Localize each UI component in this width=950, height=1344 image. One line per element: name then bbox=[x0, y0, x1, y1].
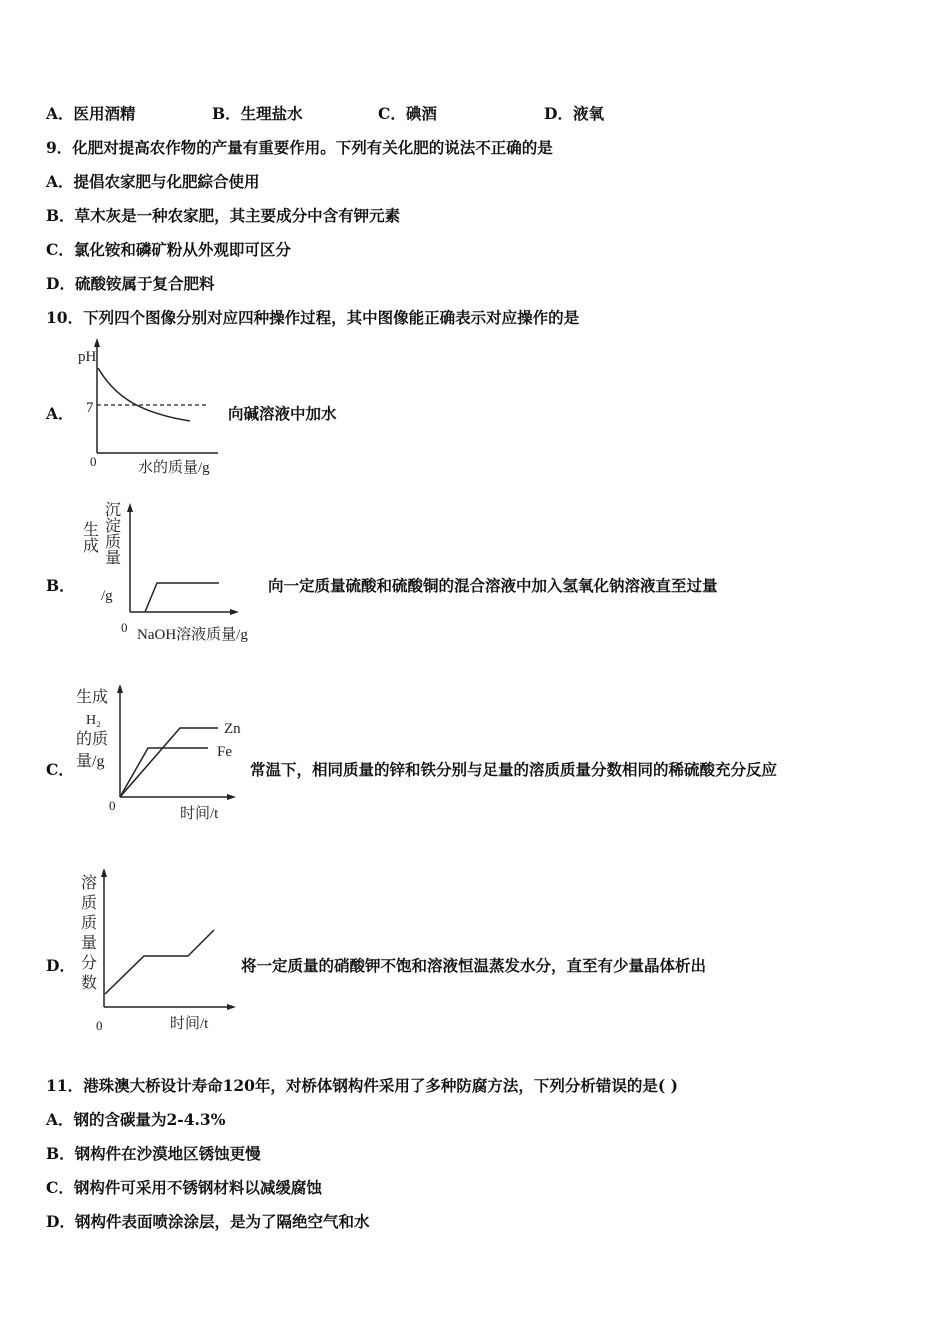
graph-b-y-label-col1: 生成 bbox=[80, 521, 98, 553]
graph-b-curve bbox=[145, 583, 219, 612]
graph-c-series-zn: Zn bbox=[224, 721, 241, 737]
q11-option-c: C．钢构件可采用不锈钢材料以减缓腐蚀 bbox=[46, 1178, 322, 1197]
q10-graph-b-description: 向一定质量硫酸和硫酸铜的混合溶液中加入氢氧化钠溶液直至过量 bbox=[268, 576, 718, 595]
q10-stem: 10．下列四个图像分别对应四种操作过程，其中图像能正确表示对应操作的是 bbox=[46, 308, 580, 327]
q9-option-c: C．氯化铵和磷矿粉从外观即可区分 bbox=[46, 240, 291, 259]
graph-d-y-label: 溶质质量分数 bbox=[78, 874, 96, 994]
graph-d-x-label: 时间/t bbox=[170, 1016, 209, 1032]
graph-c-series-fe: Fe bbox=[217, 744, 232, 760]
graph-c-fe-line bbox=[120, 748, 208, 797]
graph-c-x-arrow bbox=[227, 794, 236, 800]
graph-a-y-label: pH bbox=[78, 349, 97, 365]
q9-option-d: D．硫酸铵属于复合肥料 bbox=[46, 274, 215, 293]
graph-d-y-arrow bbox=[101, 868, 107, 877]
graph-a-y-mark: 7 bbox=[86, 400, 94, 416]
q11-option-a: A．钢的含碳量为2-4.3% bbox=[46, 1110, 226, 1129]
q10-graph-c bbox=[72, 680, 252, 825]
q11-option-b: B．钢构件在沙漠地区锈蚀更慢 bbox=[46, 1144, 261, 1163]
q10-graph-b bbox=[75, 497, 275, 647]
graph-b-y-arrow bbox=[127, 503, 133, 512]
q10-graph-c-description: 常温下，相同质量的锌和铁分别与足量的溶质质量分数相同的稀硫酸充分反应 bbox=[250, 760, 778, 779]
q11-stem: 11．港珠澳大桥设计寿命120年，对桥体钢构件采用了多种防腐方法，下列分析错误的是( ) bbox=[46, 1076, 678, 1095]
q9-option-b: B．草木灰是一种农家肥，其主要成分中含有钾元素 bbox=[46, 206, 401, 225]
graph-d-curve bbox=[105, 930, 214, 994]
graph-b-x-arrow bbox=[230, 609, 239, 615]
q8-option-b: B．生理盐水 bbox=[212, 104, 303, 123]
q10-graph-c-letter: C． bbox=[46, 760, 74, 779]
q9-stem: 9．化肥对提高农作物的产量有重要作用。下列有关化肥的说法不正确的是 bbox=[46, 138, 553, 157]
graph-c-y-label-2: H₂ bbox=[86, 713, 101, 728]
graph-a-x-label: 水的质量/g bbox=[138, 460, 210, 476]
graph-b-x-label: NaOH溶液质量/g bbox=[137, 627, 248, 643]
graph-c-y-label-4: 量/g bbox=[76, 753, 105, 770]
q8-option-d: D．液氧 bbox=[544, 104, 604, 123]
graph-c-x-label: 时间/t bbox=[180, 806, 219, 822]
q10-graph-b-letter: B． bbox=[46, 576, 75, 595]
q8-option-c: C．碘酒 bbox=[378, 104, 437, 123]
graph-b-origin: 0 bbox=[121, 620, 128, 635]
graph-c-zn-line bbox=[120, 728, 218, 797]
graph-b-y-unit: /g bbox=[101, 588, 113, 604]
q10-graph-d-letter: D． bbox=[46, 956, 75, 975]
graph-c-origin: 0 bbox=[109, 798, 116, 813]
q10-graph-a-description: 向碱溶液中加水 bbox=[228, 404, 337, 423]
q10-graph-d-description: 将一定质量的硝酸钾不饱和溶液恒温蒸发水分，直至有少量晶体析出 bbox=[241, 956, 707, 975]
q9-option-a: A．提倡农家肥与化肥綜合使用 bbox=[46, 172, 260, 191]
q10-graph-d bbox=[72, 862, 247, 1037]
q10-graph-a bbox=[70, 335, 240, 480]
q8-option-a: A．医用酒精 bbox=[46, 104, 136, 123]
q10-graph-a-letter: A． bbox=[46, 404, 74, 423]
graph-a-origin: 0 bbox=[90, 454, 97, 469]
graph-d-x-arrow bbox=[227, 1004, 236, 1010]
graph-a-curve bbox=[98, 368, 190, 421]
graph-d-origin: 0 bbox=[96, 1018, 103, 1033]
graph-c-y-label-3: 的质 bbox=[76, 731, 109, 748]
graph-a-y-arrow bbox=[94, 338, 100, 347]
graph-b-y-label-col2: 沉淀质量 bbox=[102, 501, 120, 565]
graph-c-y-arrow bbox=[117, 684, 123, 693]
graph-c-y-label-1: 生成 bbox=[76, 689, 109, 706]
q11-option-d: D．钢构件表面喷涂涂层，是为了隔绝空气和水 bbox=[46, 1212, 370, 1231]
